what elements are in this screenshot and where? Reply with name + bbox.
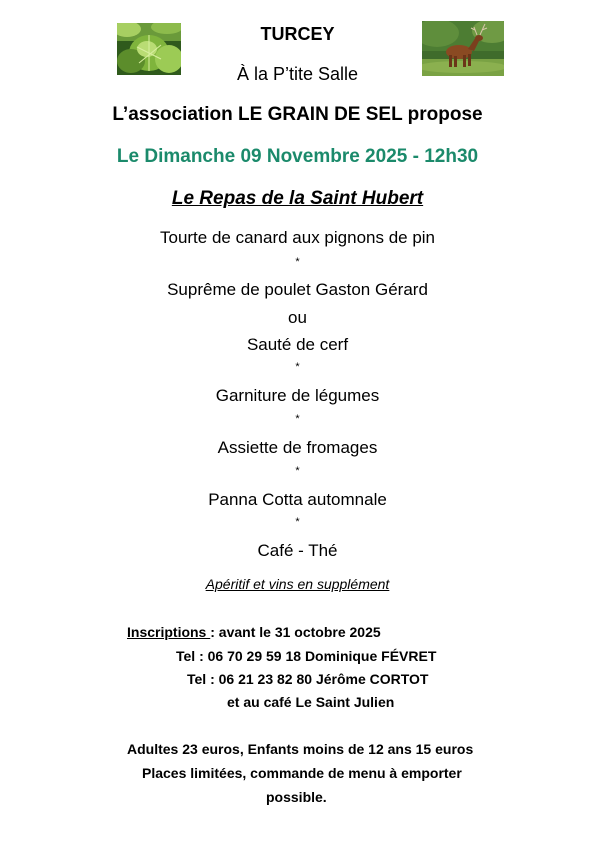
contact-phone-2: Tel : 06 21 23 82 80 Jérôme CORTOT [187,671,429,687]
aperitif-note: Apéritif et vins en supplément [205,576,390,592]
event-date: Le Dimanche 09 Novembre 2025 - 12h30 [116,146,479,167]
menu-separator: * [295,361,300,373]
menu-drink: Café - Thé [257,541,338,560]
registration-deadline: : avant le 31 octobre 2025 [210,624,381,640]
menu-cheese: Assiette de fromages [217,438,378,457]
menu-separator: * [295,516,300,528]
menu-main-option-1: Suprême de poulet Gaston Gérard [167,280,428,299]
registration-line [127,624,381,640]
menu-separator: * [295,413,300,425]
event-title: Le Repas de la Saint Hubert [171,188,424,209]
menu-side: Garniture de légumes [215,386,380,405]
menu-main-option-2: Sauté de cerf [246,335,349,354]
registration-label: Inscriptions [127,624,211,640]
limited-places-line-2: possible. [266,789,327,805]
price-line: Adultes 23 euros, Enfants moins de 12 ans 15 euros [127,741,474,757]
menu-or: ou [288,308,307,327]
village-title: TURCEY [260,24,335,44]
menu-separator: * [295,256,300,268]
contact-phone-1: Tel : 06 70 29 59 18 Dominique FÉVRET [176,648,437,664]
menu-dessert: Panna Cotta automnale [208,490,387,509]
menu-starter: Tourte de canard aux pignons de pin [159,228,436,247]
venue-line: À la P’tite Salle [236,64,359,84]
cafe-registration: et au café Le Saint Julien [227,694,395,710]
limited-places-line: Places limitées, commande de menu à emporter [142,765,462,781]
association-line: L’association LE GRAIN DE SEL propose [112,104,483,125]
menu-separator: * [295,465,300,477]
